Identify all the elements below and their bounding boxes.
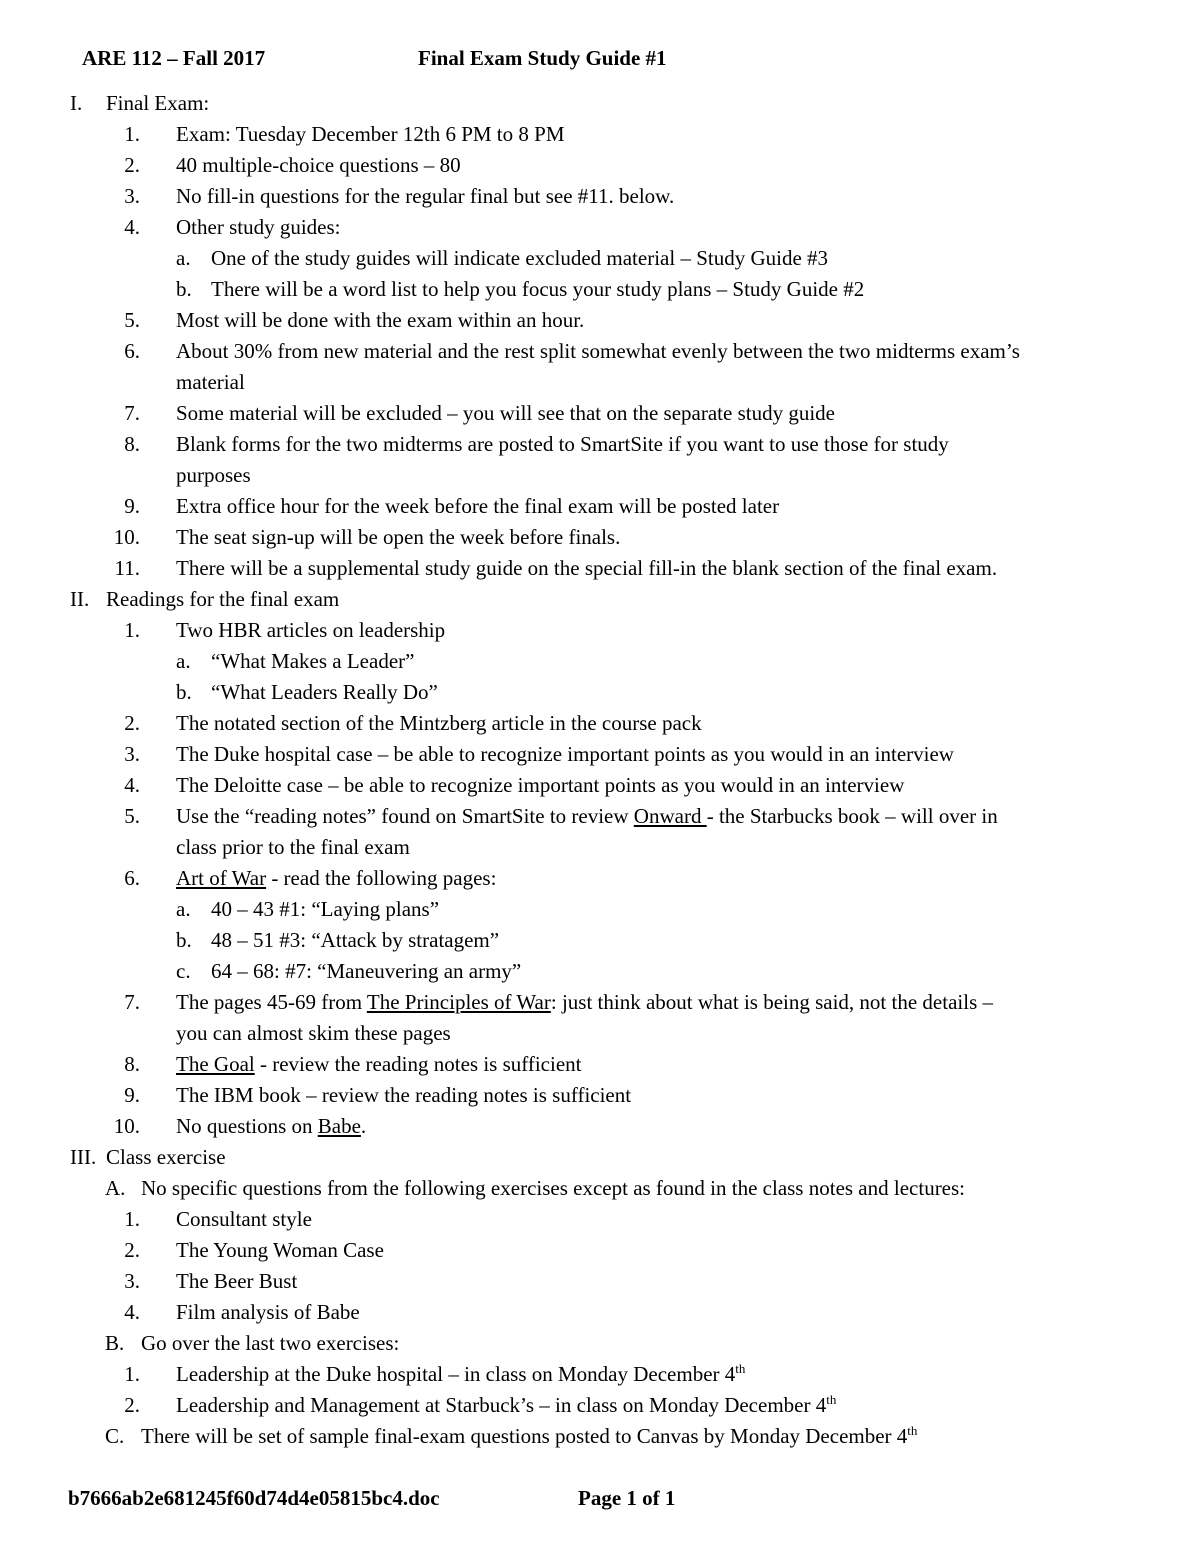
list-item-continuation: purposes <box>176 463 251 487</box>
sub-list-item: b. There will be a word list to help you focus your study plans – Study Guide #2 <box>176 277 865 301</box>
book-title-art-of-war: Art of War <box>176 866 267 890</box>
list-item: 2. Leadership and Management at Starbuck’s – in class on Monday December 4th <box>124 1392 837 1417</box>
list-item: 1. Leadership at the Duke hospital – in class on Monday December 4th <box>124 1361 746 1386</box>
file-name: b7666ab2e681245f60d74d4e05815bc4.doc <box>68 1486 440 1510</box>
list-item: 8. The Goal - review the reading notes is sufficient <box>124 1052 582 1076</box>
list-item: 4. Other study guides: <box>124 215 341 239</box>
list-item: 10. The seat sign-up will be open the week before finals. <box>113 525 621 549</box>
page-footer <box>0 1486 1200 1516</box>
list-item: 2. The notated section of the Mintzberg article in the course pack <box>124 711 702 735</box>
list-item: 9. The IBM book – review the reading notes is sufficient <box>124 1083 632 1107</box>
section-heading: III. Class exercise <box>70 1145 226 1169</box>
sub-list-item: a. “What Makes a Leader” <box>176 649 415 673</box>
list-item: 10. No questions on Babe. <box>113 1114 367 1138</box>
section-heading: II. Readings for the final exam <box>70 587 340 611</box>
list-item: 1. Exam: Tuesday December 12th 6 PM to 8 PM <box>124 122 565 146</box>
list-item: 8. Blank forms for the two midterms are posted to SmartSite if you want to use those for study <box>124 432 949 456</box>
sub-list-item: a. 40 – 43 #1: “Laying plans” <box>176 897 440 921</box>
page-number: Page 1 of 1 <box>578 1486 676 1510</box>
list-item: 9. Extra office hour for the week before the final exam will be posted later <box>124 494 780 518</box>
list-item: 4. The Deloitte case – be able to recognize important points as you would in an interview <box>124 773 905 797</box>
book-title-babe: Babe <box>317 1114 361 1138</box>
book-title-principles-of-war: The Principles of War <box>366 990 551 1014</box>
list-item-continuation: class prior to the final exam <box>176 835 410 859</box>
list-item: 4. Film analysis of Babe <box>124 1300 360 1324</box>
book-title-the-goal: The Goal <box>176 1052 255 1076</box>
list-item: 1. Two HBR articles on leadership <box>124 618 446 642</box>
sub-list-item: c. 64 – 68: #7: “Maneuvering an army” <box>176 959 522 983</box>
list-item: 3. The Duke hospital case – be able to recognize important points as you would in an interview <box>124 742 954 766</box>
sub-list-item: b. 48 – 51 #3: “Attack by stratagem” <box>176 928 500 952</box>
part-item: C. There will be set of sample final-exam questions posted to Canvas by Monday December 4th <box>105 1423 918 1448</box>
list-item: 3. No fill-in questions for the regular final but see #11. below. <box>124 184 675 208</box>
list-item: 7. Some material will be excluded – you will see that on the separate study guide <box>124 401 835 425</box>
course-title: ARE 112 – Fall 2017 <box>82 46 266 70</box>
list-item-continuation: material <box>176 370 245 394</box>
list-item: 1. Consultant style <box>124 1207 312 1231</box>
section-heading: I. Final Exam: <box>70 91 210 115</box>
list-item: 5. Use the “reading notes” found on SmartSite to review Onward - the Starbucks book – will over in <box>124 804 998 828</box>
sub-list-item: b. “What Leaders Really Do” <box>176 680 438 704</box>
list-item: 6. About 30% from new material and the rest split somewhat evenly between the two midterms exam’s <box>124 339 1020 363</box>
list-item: 6. Art of War - read the following pages: <box>124 866 497 890</box>
book-title-onward: Onward <box>633 804 707 828</box>
list-item-continuation: you can almost skim these pages <box>176 1021 451 1045</box>
part-item: A. No specific questions from the following exercises except as found in the class notes and lectures: <box>105 1176 966 1200</box>
list-item: 2. 40 multiple-choice questions – 80 <box>124 153 461 177</box>
part-item: B. Go over the last two exercises: <box>105 1331 400 1355</box>
list-item: 3. The Beer Bust <box>124 1269 298 1293</box>
list-item: 5. Most will be done with the exam within an hour. <box>124 308 585 332</box>
list-item: 11. There will be a supplemental study guide on the special fill-in the blank section of the final exam. <box>114 556 998 580</box>
list-item: 7. The pages 45-69 from The Principles of War: just think about what is being said, not the details – <box>124 990 993 1014</box>
sub-list-item: a. One of the study guides will indicate excluded material – Study Guide #3 <box>176 246 829 270</box>
page-header <box>0 46 1200 76</box>
list-item: 2. The Young Woman Case <box>124 1238 384 1262</box>
study-guide-outline <box>0 88 1200 1452</box>
document-title: Final Exam Study Guide #1 <box>418 46 667 70</box>
